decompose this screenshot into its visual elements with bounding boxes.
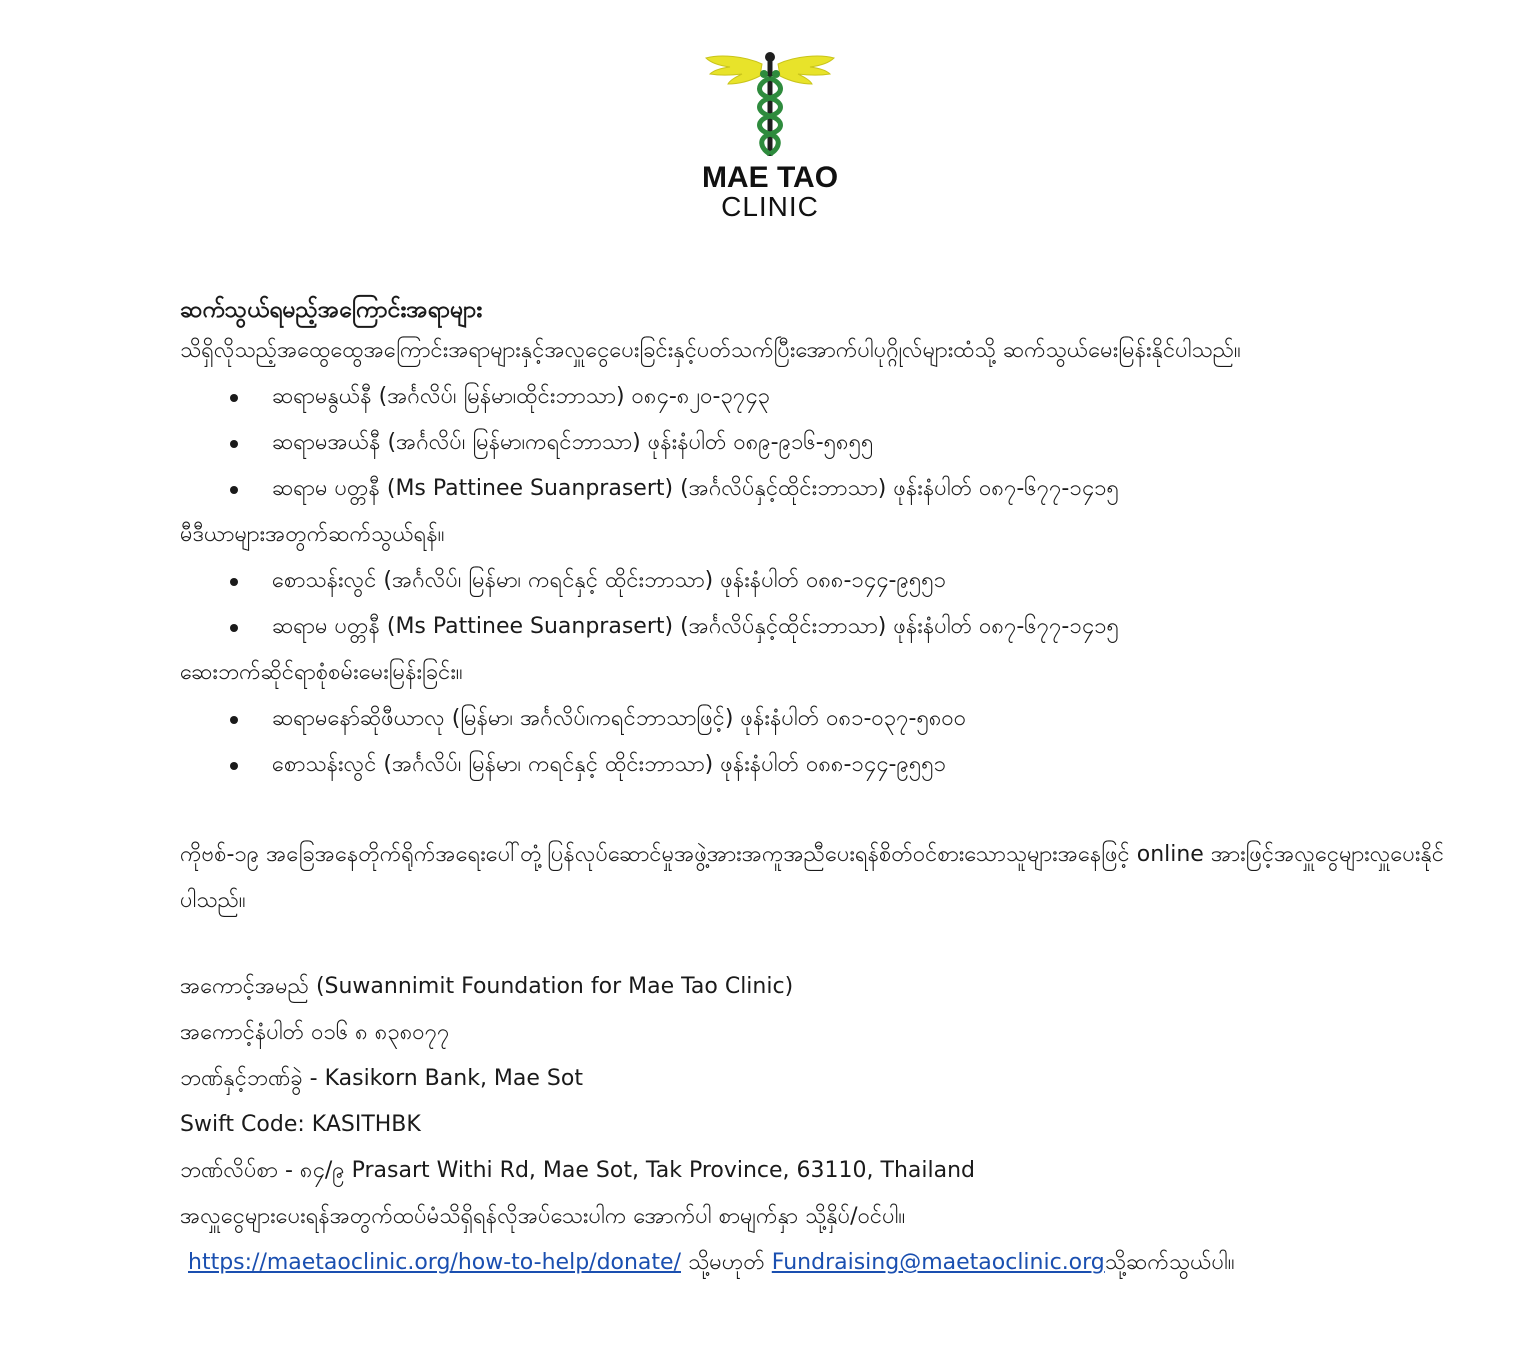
or-text: သို့မဟုတ်	[681, 1250, 772, 1275]
account-number: အကောင့်နံပါတ် ၀၁၆ ၈ ၈၃၈၀၇၇	[180, 1020, 450, 1045]
caduceus-icon	[700, 50, 840, 162]
medical-label: ဆေးဘက်ဆိုင်ရာစုံစမ်းမေးမြန်းခြင်း။	[180, 660, 463, 685]
account-name: အကောင့်အမည် (Suwannimit Foundation for Mae Tao Clinic)	[180, 974, 794, 999]
covid-paragraph: ကိုဗစ်-၁၉ အခြေအနေတိုက်ရိုက်အရေးပေါ်တုံ့ပြန်လုပ်ဆောင်မှုအဖွဲ့အားအကူအညီပေးရန်စိတ်ဝင်စားသောသူများအနေဖြင့် online အားဖြင့်အလှူငွေများလှူပေးနိုင်ပါသည်။	[180, 842, 1445, 913]
bank-address: ဘဏ်လိပ်စာ - ၈၄/၉ Prasart Withi Rd, Mae Sot, Tak Province, 63110, Thailand	[180, 1158, 975, 1183]
bullet-icon	[230, 440, 238, 448]
bullet-icon	[230, 578, 238, 586]
contact-heading: ဆက်သွယ်ရမည့်အကြောင်းအရာများ	[180, 297, 483, 323]
donation-note: အလှူငွေများပေးရန်အတွက်ထပ်မံသိရှိရန်လိုအပ်သေးပါက အောက်ပါ စာမျက်နှာ သို့နှိပ်/ဝင်ပါ။	[180, 1204, 906, 1229]
medical-contacts-list	[180, 696, 1480, 788]
list-item: ဆရာမ ပတ္တနီ (Ms Pattinee Suanprasert) (အင်္ဂလိပ်နှင့်ထိုင်းဘာသာ) ဖုန်းနံပါတ် ၀၈၇-၆၇၇-၁၄၁၅	[180, 466, 1480, 512]
logo-text-line1: MAE TAO	[701, 161, 839, 194]
clinic-logo	[700, 50, 840, 220]
general-contacts-list	[180, 374, 1480, 512]
list-item: ဆရာမနွယ်နီ (အင်္ဂလိပ်၊ မြန်မာ၊ထိုင်းဘာသာ) ၀၈၄-၈၂၀-၃၇၄၃	[180, 374, 1480, 420]
donate-link[interactable]: https://maetaoclinic.org/how-to-help/donate/	[188, 1250, 681, 1275]
bullet-icon	[230, 394, 238, 402]
logo-text-line2: CLINIC	[721, 191, 819, 222]
list-item: စောသန်းလွင် (အင်္ဂလိပ်၊ မြန်မာ၊ ကရင်နှင့် ထိုင်းဘာသာ) ဖုန်းနံပါတ် ၀၈၈-၁၄၄-၉၅၅၁	[180, 742, 1480, 788]
media-label: မီဒီယာများအတွက်ဆက်သွယ်ရန်။	[180, 522, 445, 547]
bullet-icon	[230, 716, 238, 724]
bullet-icon	[230, 486, 238, 494]
bullet-icon	[230, 624, 238, 632]
bullet-icon	[230, 762, 238, 770]
swift-code: Swift Code: KASITHBK	[180, 1112, 421, 1137]
media-contacts-list	[180, 558, 1480, 650]
list-item: ဆရာမအယ်နီ (အင်္ဂလိပ်၊ မြန်မာ၊ကရင်ဘာသာ) ဖုန်းနံပါတ် ၀၈၉-၉၁၆-၅၈၅၅	[180, 420, 1480, 466]
end-text: သို့ဆက်သွယ်ပါ။	[1104, 1250, 1235, 1275]
document-body	[180, 292, 1480, 1286]
list-item: စောသန်းလွင် (အင်္ဂလိပ်၊ မြန်မာ၊ ကရင်နှင့် ထိုင်းဘာသာ) ဖုန်းနံပါတ် ၀၈၈-၁၄၄-၉၅၅၁	[180, 558, 1480, 604]
intro-paragraph: သိရှိလိုသည့်အထွေထွေအကြောင်းအရာများနှင့်အလှူငွေပေးခြင်းနှင့်ပတ်သက်ပြီးအောက်ပါပုဂ္ဂိုလ်များထံသို့ ဆက်သွယ်မေးမြန်းနိုင်ပါသည်။	[180, 338, 1241, 363]
list-item: ဆရာမနော်ဆိုဖီယာလု (မြန်မာ၊ အင်္ဂလိပ်၊ကရင်ဘာသာဖြင့်) ဖုန်းနံပါတ် ၀၈၁-၀၃၇-၅၈၀၀	[180, 696, 1480, 742]
bank-branch: ဘဏ်နှင့်ဘဏ်ခွဲ - Kasikorn Bank, Mae Sot	[180, 1066, 583, 1091]
footer-links	[180, 1240, 1480, 1286]
email-link[interactable]: Fundraising@maetaoclinic.org	[771, 1250, 1105, 1275]
list-item: ဆရာမ ပတ္တနီ (Ms Pattinee Suanprasert) (အင်္ဂလိပ်နှင့်ထိုင်းဘာသာ) ဖုန်းနံပါတ် ၀၈၇-၆၇၇-၁၄၁၅	[180, 604, 1480, 650]
